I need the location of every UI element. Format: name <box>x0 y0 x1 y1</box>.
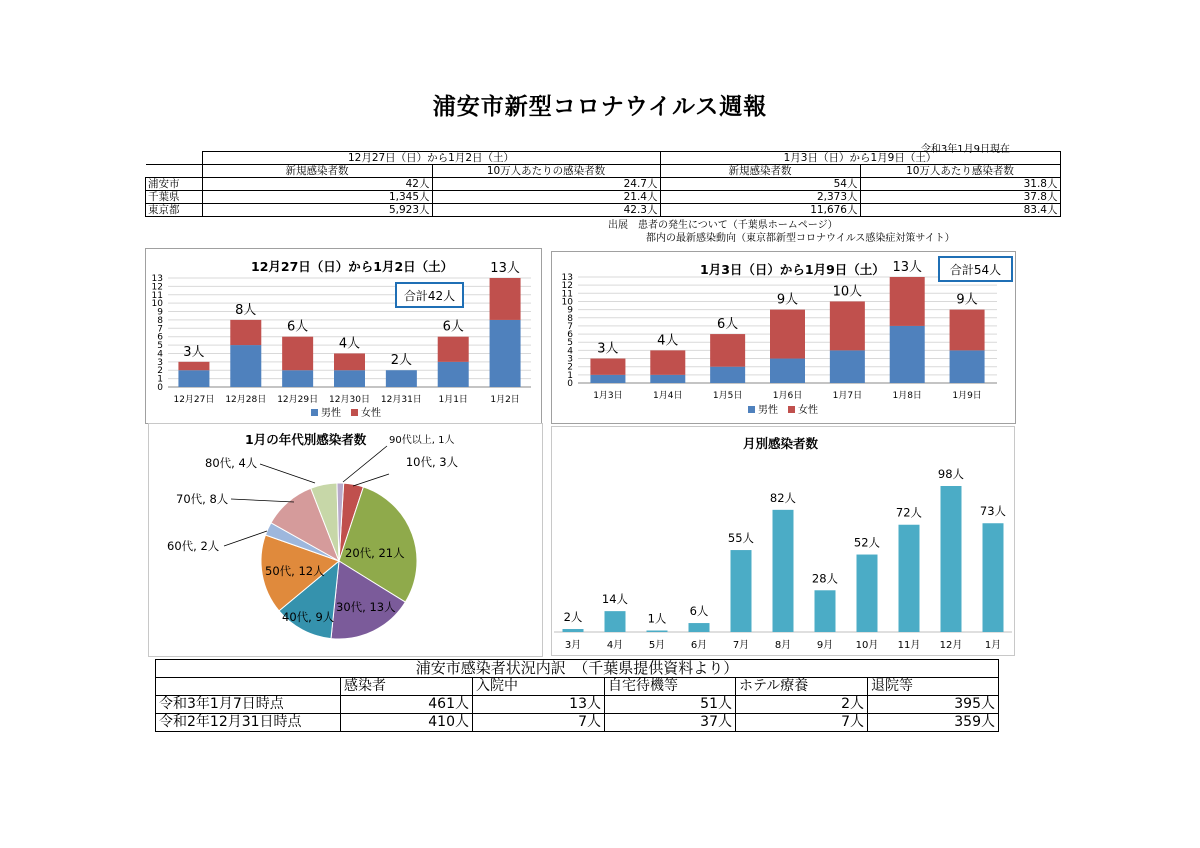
x-tick-label: 10月 <box>855 640 879 651</box>
bar-segment-female <box>710 334 745 367</box>
data-label: 6人 <box>689 604 709 619</box>
status-header-row <box>156 678 999 696</box>
table-row <box>146 204 1061 217</box>
x-tick-label: 7月 <box>732 640 750 651</box>
area-label: 東京都 <box>146 204 203 217</box>
x-tick-label: 12月29日 <box>277 395 319 405</box>
cell-value: 7人 <box>473 714 605 732</box>
y-tick-label: 6 <box>157 332 163 343</box>
table-row <box>146 191 1061 204</box>
cell-value: 410人 <box>341 714 473 732</box>
bar-segment-male <box>386 370 417 387</box>
bar-segment-female <box>590 359 625 375</box>
slice-label: 20代, 21人 <box>345 546 405 560</box>
data-label: 98人 <box>937 467 965 481</box>
cell-value: 2人 <box>736 696 868 714</box>
p1-rate: 42.3人 <box>432 204 660 217</box>
bar-segment-female <box>178 362 209 370</box>
row-label: 令和2年12月31日時点 <box>156 714 341 732</box>
area-label: 浦安市 <box>146 178 203 191</box>
table-corner <box>146 165 203 178</box>
legend-swatch-male <box>311 409 318 416</box>
slice-label: 60代, 2人 <box>167 539 220 553</box>
source-label: 出展 <box>608 220 628 231</box>
x-tick-label: 5月 <box>648 640 666 651</box>
chart-title: 月別感染者数 <box>743 436 819 451</box>
x-tick-label: 1月3日 <box>593 391 623 401</box>
y-tick-label: 3 <box>157 357 163 368</box>
bar <box>605 611 626 632</box>
bar-segment-male <box>950 350 985 383</box>
total-label: 合計54人 <box>949 263 1002 277</box>
y-tick-label: 1 <box>157 374 163 385</box>
bar-segment-female <box>650 350 685 374</box>
col-rate-1: 10万人あたりの感染者数 <box>432 165 660 178</box>
chart-title: 12月27日（日）から1月2日（土） <box>251 259 454 274</box>
legend-swatch-male <box>748 406 755 413</box>
p2-new: 11,676人 <box>660 204 860 217</box>
header-discharged: 退院等 <box>868 678 999 696</box>
bar-segment-male <box>334 370 365 387</box>
legend-label-female: 女性 <box>361 408 381 419</box>
data-label: 2人 <box>390 353 412 369</box>
x-tick-label: 3月 <box>564 640 582 651</box>
slice-label: 40代, 9人 <box>282 610 335 624</box>
x-tick-label: 12月27日 <box>173 395 215 405</box>
chart-panel-age <box>148 423 543 657</box>
cell-value: 51人 <box>605 696 736 714</box>
cell-value: 37人 <box>605 714 736 732</box>
bar <box>857 555 878 632</box>
header-infected: 感染者 <box>341 678 473 696</box>
x-tick-label: 8月 <box>774 640 792 651</box>
x-tick-label: 6月 <box>690 640 708 651</box>
bar-segment-female <box>334 353 365 370</box>
page-title: 浦安市新型コロナウイルス週報 <box>432 94 768 120</box>
p1-new: 42人 <box>202 178 432 191</box>
y-tick-label: 9 <box>567 305 573 316</box>
bar <box>689 623 710 632</box>
p1-new: 5,923人 <box>202 204 432 217</box>
bar-segment-male <box>438 362 469 387</box>
leader-line <box>231 499 294 502</box>
data-label: 72人 <box>895 505 923 520</box>
legend-label-male: 男性 <box>758 405 778 416</box>
period1-header: 12月27日（日）から1月2日（土） <box>202 152 660 165</box>
bar <box>983 523 1004 632</box>
y-tick-label: 4 <box>567 346 573 357</box>
y-tick-label: 8 <box>157 315 163 326</box>
data-label: 55人 <box>727 531 755 546</box>
x-tick-label: 1月5日 <box>712 391 743 401</box>
p2-rate: 31.8人 <box>860 178 1060 191</box>
x-tick-label: 9月 <box>816 640 834 651</box>
status-table <box>155 659 999 732</box>
x-tick-label: 1月6日 <box>772 391 803 401</box>
y-tick-label: 2 <box>157 366 163 377</box>
bar-segment-male <box>650 375 685 383</box>
bar <box>773 510 794 632</box>
bar <box>941 486 962 632</box>
bar-segment-female <box>830 301 865 350</box>
legend-label-male: 男性 <box>321 408 341 419</box>
x-tick-label: 1月9日 <box>952 391 982 401</box>
data-label: 82人 <box>769 490 797 505</box>
data-label: 52人 <box>853 535 881 550</box>
x-tick-label: 1月8日 <box>892 391 922 401</box>
data-label: 6人 <box>287 319 309 335</box>
source-note <box>608 219 955 245</box>
as-of-date: 令和3年1月9日現在 <box>920 144 1010 155</box>
x-tick-label: 12月 <box>939 640 963 651</box>
chart-panel-monthly <box>551 426 1015 656</box>
y-tick-label: 5 <box>157 341 163 352</box>
p2-rate: 83.4人 <box>860 204 1060 217</box>
y-tick-label: 9 <box>157 307 163 318</box>
data-label: 4人 <box>338 336 361 352</box>
y-tick-label: 7 <box>567 321 573 332</box>
x-tick-label: 12月28日 <box>225 395 267 405</box>
data-label: 10人 <box>832 284 863 300</box>
data-label: 4人 <box>657 333 679 349</box>
bar-segment-female <box>890 277 925 326</box>
data-label: 3人 <box>597 341 619 357</box>
leader-line <box>353 474 389 486</box>
y-tick-label: 11 <box>561 289 573 300</box>
cell-value: 395人 <box>868 696 999 714</box>
p1-new: 1,345人 <box>202 191 432 204</box>
y-tick-label: 3 <box>567 354 573 365</box>
bar <box>815 590 836 632</box>
bar-segment-female <box>490 278 521 320</box>
y-tick-label: 4 <box>157 349 163 360</box>
chart-panel-week2 <box>551 251 1016 424</box>
data-label: 14人 <box>601 592 629 607</box>
data-label: 9人 <box>776 292 799 308</box>
bar-segment-female <box>282 337 313 371</box>
y-tick-label: 7 <box>157 324 163 335</box>
stacked-bar-chart-week1 <box>146 249 541 423</box>
x-tick-label: 1月7日 <box>832 391 863 401</box>
data-label: 28人 <box>811 571 839 586</box>
header-hotel: ホテル療養 <box>736 678 868 696</box>
y-tick-label: 1 <box>567 370 573 381</box>
pie-chart-age <box>149 424 542 656</box>
bar-segment-male <box>770 359 805 383</box>
data-label: 9人 <box>956 292 978 308</box>
x-tick-label: 1月1日 <box>438 395 468 405</box>
y-tick-label: 10 <box>561 297 573 308</box>
x-tick-label: 4月 <box>606 640 624 651</box>
data-label: 6人 <box>717 317 739 333</box>
slice-label: 50代, 12人 <box>265 564 325 578</box>
data-label: 2人 <box>563 610 583 625</box>
bar-chart-monthly <box>552 427 1014 655</box>
cell-value: 461人 <box>341 696 473 714</box>
data-label: 73人 <box>979 504 1007 519</box>
y-tick-label: 0 <box>157 383 163 393</box>
p2-new: 2,373人 <box>660 191 860 204</box>
legend-label-female: 女性 <box>798 405 818 416</box>
cell-value: 7人 <box>736 714 868 732</box>
x-tick-label: 12月31日 <box>380 395 422 405</box>
y-tick-label: 5 <box>567 338 573 349</box>
y-tick-label: 12 <box>151 282 163 293</box>
data-label: 6人 <box>442 319 464 335</box>
bar <box>647 631 668 632</box>
bar-segment-male <box>490 320 521 387</box>
y-tick-label: 13 <box>151 274 163 284</box>
slice-label: 30代, 13人 <box>336 600 396 614</box>
bar-segment-male <box>230 345 261 387</box>
slice-label: 80代, 4人 <box>205 456 258 470</box>
leader-line <box>260 464 315 483</box>
cell-value: 13人 <box>473 696 605 714</box>
header-blank <box>156 678 341 696</box>
col-new-1: 新規感染者数 <box>202 165 432 178</box>
x-tick-label: 12月30日 <box>329 395 370 405</box>
y-tick-label: 8 <box>567 313 573 324</box>
status-table-title: 浦安市感染者状況内訳 （千葉県提供資料より） <box>156 660 999 678</box>
table-row <box>156 696 999 714</box>
bar <box>563 629 584 632</box>
y-tick-label: 10 <box>151 299 163 310</box>
bar-segment-female <box>230 320 261 345</box>
y-tick-label: 0 <box>567 379 573 389</box>
bar-segment-female <box>770 310 805 359</box>
p2-rate: 37.8人 <box>860 191 1060 204</box>
chart-title: 1月の年代別感染者数 <box>245 432 367 447</box>
chart-title: 1月3日（日）から1月9日（土） <box>700 262 885 277</box>
header-hospitalized: 入院中 <box>473 678 605 696</box>
summary-period-row <box>146 152 1061 165</box>
source-line-1: 患者の発生について（千葉県ホームページ） <box>638 220 838 231</box>
x-tick-label: 1月2日 <box>490 395 520 405</box>
leader-line <box>224 531 267 546</box>
total-label: 合計42人 <box>403 289 456 303</box>
bar-segment-male <box>282 370 313 387</box>
x-tick-label: 1月 <box>984 640 1002 651</box>
slice-label: 10代, 3人 <box>405 455 459 469</box>
bar <box>899 525 920 632</box>
col-new-2: 新規感染者数 <box>660 165 860 178</box>
period2-header: 1月3日（日）から1月9日（土） <box>660 152 1060 165</box>
y-tick-label: 11 <box>151 290 163 301</box>
x-tick-label: 1月4日 <box>653 391 683 401</box>
x-tick-label: 11月 <box>897 640 921 651</box>
data-label: 3人 <box>183 344 205 360</box>
data-label: 13人 <box>892 260 922 275</box>
bar <box>731 550 752 632</box>
chart-panel-week1 <box>145 248 542 424</box>
y-tick-label: 13 <box>561 273 573 283</box>
slice-label: 70代, 8人 <box>176 492 229 506</box>
legend-swatch-female <box>788 406 795 413</box>
legend-swatch-female <box>351 409 358 416</box>
source-line-2: 都内の最新感染動向（東京都新型コロナウイルス感染症対策サイト） <box>646 233 955 244</box>
bar-segment-male <box>590 375 625 383</box>
table-corner <box>146 152 203 165</box>
summary-col-row <box>146 165 1061 178</box>
row-label: 令和3年1月7日時点 <box>156 696 341 714</box>
data-label: 1人 <box>647 611 667 626</box>
y-tick-label: 12 <box>561 281 573 292</box>
bar-segment-male <box>890 326 925 383</box>
data-label: 8人 <box>235 302 257 318</box>
slice-label: 90代以上, 1人 <box>389 435 455 446</box>
table-row <box>146 178 1061 191</box>
status-title-row <box>156 660 999 678</box>
stacked-bar-chart-week2 <box>552 252 1015 423</box>
area-label: 千葉県 <box>146 191 203 204</box>
p2-new: 54人 <box>660 178 860 191</box>
cell-value: 359人 <box>868 714 999 732</box>
y-tick-label: 2 <box>567 362 573 373</box>
bar-segment-male <box>710 367 745 383</box>
col-rate-2: 10万人あたり感染者数 <box>860 165 1060 178</box>
data-label: 13人 <box>490 261 520 276</box>
p1-rate: 21.4人 <box>432 191 660 204</box>
p1-rate: 24.7人 <box>432 178 660 191</box>
y-tick-label: 6 <box>567 330 573 341</box>
bar-segment-male <box>178 370 209 387</box>
bar-segment-male <box>830 350 865 383</box>
summary-table <box>145 151 1061 217</box>
header-home: 自宅待機等 <box>605 678 736 696</box>
bar-segment-female <box>438 337 469 362</box>
table-row <box>156 714 999 732</box>
bar-segment-female <box>950 310 985 351</box>
